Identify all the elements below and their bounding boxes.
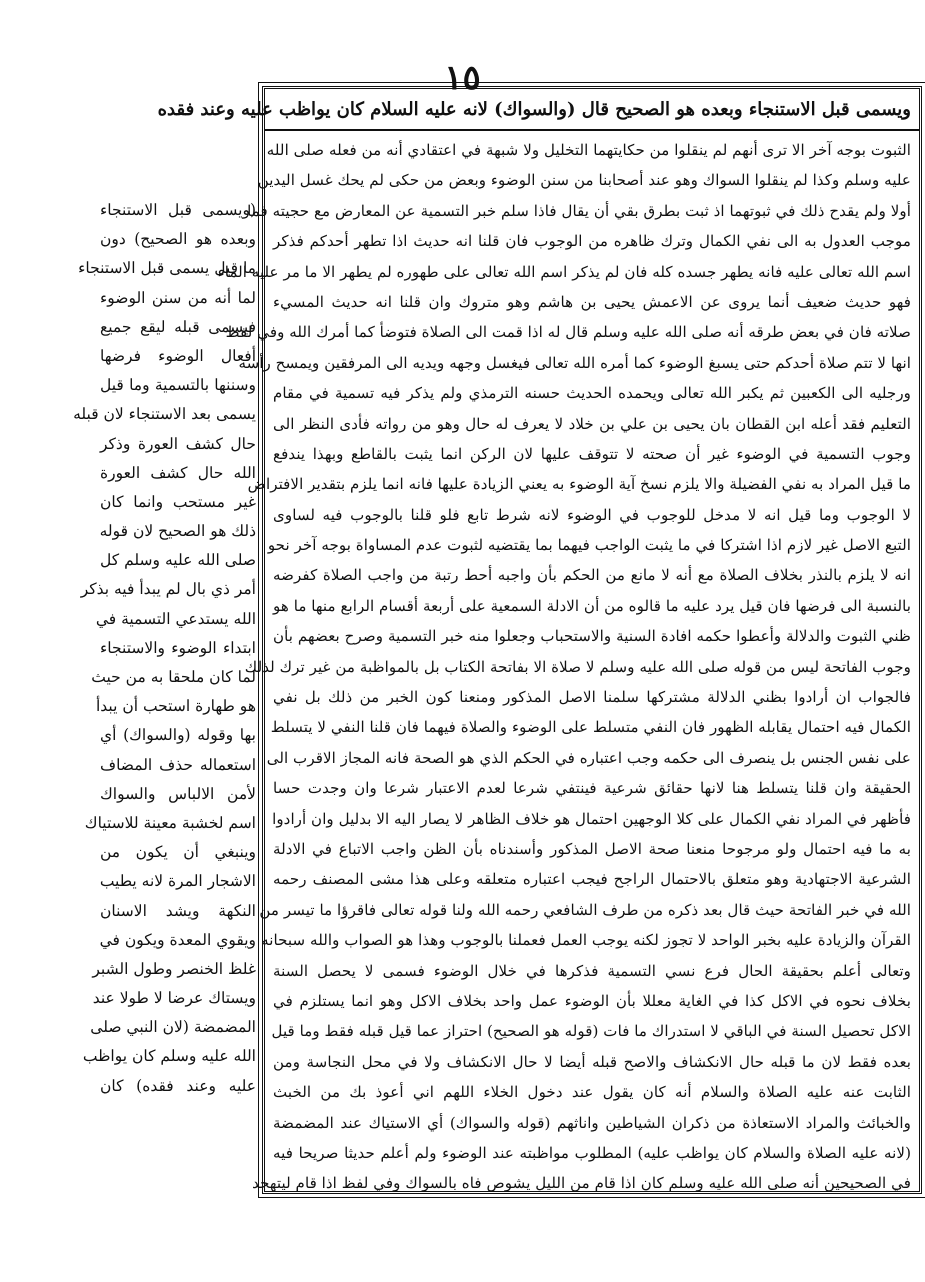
body-line: لا الوجوب وما قيل انه لا مدخل للوجوب في الوضوء لانه شرط تابع فلو قلنا بالوجوب فيه لساوى (273, 505, 911, 524)
main-commentary-body (217, 135, 911, 1193)
body-line: فهو حديث ضعيف أنما يروى عن الاعمش يحيى بن هاشم وهو متروك وان قلنا انه حديث المسيء (273, 292, 911, 311)
margin-line: ويستاك عرضا لا طولا عند (92, 989, 256, 1008)
margin-line: المضمضة (لان النبي صلى (90, 1018, 256, 1037)
body-line: بالنسبة الى فرضها فان قيل يرد عليه ما قالوه من أن الادلة السمعية على أربعة أقسام الرابع منها ما هو (273, 596, 911, 615)
margin-line: وينبغي أن يكون من (100, 843, 256, 862)
margin-line: ذلك هو الصحيح لان قوله (99, 522, 256, 541)
margin-line: اسم لخشبة معينة للاستياك (84, 813, 256, 832)
body-line: وتعالى أعلم بحقيقة الحال فرع نسي التسمية فذكرها في خلال الوضوء فسمى لا يحصل السنة (273, 961, 911, 980)
margin-line: غلظ الخنصر وطول الشبر (92, 959, 256, 978)
body-line: فأظهر في المراد نفي الكمال على كلا الوجهين احتمال هو خلاف الظاهر لا يصار اليه الا بدليل وان أرادوا (272, 809, 911, 828)
body-line: الثبوت بوجه آخر الا ترى أنهم لم ينقلوا من حكايتهما التخليل ولا شبهة في اعتقادي أنه من فعله صلى الله (266, 141, 911, 159)
margin-line: أفعال الوضوء فرضها (100, 346, 256, 365)
margin-line: ابتداء الوضوء والاستنجاء (100, 638, 256, 657)
margin-line: (ويسمى قبل الاستنجاء (100, 201, 256, 219)
margin-line: وسننها بالتسمية وما قيل (100, 376, 256, 395)
body-line: والخبائث والمراد الاستعاذة من ذكران الشياطين واناثهم (قوله والسواك) أي الاستياك عند المضمضة (273, 1113, 911, 1132)
body-line: ظني الثبوت والدلالة وأعطوا حكمه افادة السنية والاستحباب وجعلوا منه خبر التسمية وصرح بعضهم بأن (273, 627, 911, 646)
body-line: التبع الاصل غير لازم اذا اشتركا في ما يثبت الواجب فيهما بما يقتضيه لثبوت عدم المساواة بوجه آخر نحو (267, 536, 911, 555)
body-line: على نفس الجنس بل ينصرف الى حكمه وجب اعتباره في الحكم الذي هو الصحة فانه المجاز الاقرب الى (266, 748, 911, 767)
margin-line: لما أنه من سنن الوضوء (100, 288, 256, 307)
margin-line: الله عليه وسلم كان يواظب (82, 1047, 256, 1066)
margin-line: الاشجار المرة لانه يطيب (99, 872, 256, 891)
body-line: أولا ولم يقدح ذلك في ثبوتهما اذ ثبت بطرق بقي أن يقال فاذا سلم خبر التسمية عن المعارض مع حجيته فما (247, 201, 911, 220)
page-number: ١٥ (444, 58, 481, 98)
margin-line: ما قيل يسمى قبل الاستنجاء (78, 259, 256, 278)
body-line: في الصحيحين أنه صلى الله عليه وسلم كان اذا قام من الليل يشوص فاه بالسواك وفي لفظ اذا قام ليتهجد (252, 1174, 911, 1193)
margin-line: وبعده هو الصحيح) دون (100, 230, 256, 249)
body-line: الشرعية الاجتهادية وهو متعلق بالاحتمال الراجح فيجب اعتباره متعلقه وعلى هذا مشى المصنف رحمه (273, 870, 911, 889)
body-line: بعده فقط لان ما قبله حال الانكشاف والاصح قبله أيضا لا حال الانكشاف ولا في محل النجاسة ومن (273, 1052, 911, 1071)
body-line: اسم الله تعالى عليه فانه يطهر جسده كله فان لم يذكر اسم الله تعالى على طهوره لم يطهر الا ما مر عليه الماء (217, 262, 911, 281)
body-line: الله في خبر الفاتحة حيث قال بعد ذكره من طرف الشافعي رحمه الله ولنا قوله تعالى فاقرؤا ما تيسر من (259, 900, 911, 919)
margin-line: بها وقوله (والسواك) أي (100, 726, 256, 745)
margin-line: استعماله حذف المضاف (100, 755, 256, 774)
body-line: الحقيقة وان قلنا يتسلط هنا لانها حقائق شرعية فينتفي شرعا لعدم الاعتبار شرعا وان وجدت حسا (273, 779, 911, 798)
body-line: انها لا تتم صلاة أحدكم حتى يسبغ الوضوء كما أمره الله تعالى فيغسل وجهه ويديه الى المرفقين ويمسح رأسه (238, 353, 911, 372)
body-line: فالجواب ان أرادوا بظني الدلالة مشتركها سلمنا الاصل المذكور ومنعنا كون الخبر من ذلك بل نفي (273, 688, 911, 707)
body-line: وجوب الفاتحة ليس من قوله صلى الله عليه وسلم لا صلاة الا بفاتحة الكتاب بل بالمواظبة من غير ترك لذلك (244, 657, 911, 676)
margin-line: لما كان ملحقا به من حيث (91, 668, 256, 686)
margin-line: صلى الله عليه وسلم كل (100, 551, 256, 570)
body-line: الكمال فيه احتمال يقابله الظهور فان النفي متسلط على الوضوء والصلاة فيهما فان قلنا النفي لا يتسلط (270, 718, 911, 737)
body-line: ورجليه الى الكعبين ثم يكبر الله تعالى ويحمده الحديث حسنه الترمذي ولم يذكر فيه تسمية في مقام (273, 384, 911, 403)
body-line: ما قيل المراد به نفي الفضيلة والا يلزم نسخ آية الوضوء به يعني الزيادة عليها فانه انما يلزم بتقدير الافتراض (247, 475, 911, 494)
body-line: بخلاف نحوه في الاكل كذا في الغاية معللا بأن الوضوء عمل واحد بخلاف الاكل وهو انما يستلزم في (273, 991, 911, 1010)
margin-line: حال كشف العورة وذكر (100, 434, 256, 453)
body-line: انه لا يلزم بالنذر بخلاف الصلاة مع أنه لا مانع من الحكم بأن واجبه أحط رتبة من واجب الصلاة كفرضه (273, 566, 911, 585)
margin-line: فيسمى قبله ليقع جميع (100, 317, 256, 336)
body-line: الاكل تحصيل السنة في الباقي لا استدراك ما فات (قوله هو الصحيح) احتراز عما قيل قبله فقط وما قيل (271, 1022, 911, 1041)
margin-line: عليه وعند فقده) كان (100, 1076, 256, 1095)
margin-line: ويقوي المعدة ويكون في (99, 930, 256, 949)
margin-line: لأمن الالباس والسواك (100, 784, 256, 803)
margin-line: الله يستدعي التسمية في (95, 609, 256, 628)
margin-line: أمر ذي بال لم يبدأ فيه بذكر (80, 580, 256, 599)
margin-line: هو طهارة استحب أن يبدأ (95, 697, 256, 716)
body-line: موجب العدول به الى نفي الكمال وترك ظاهره من الوجوب فان قلنا انه حديث اذا تطهر أحدكم فذكر (273, 232, 911, 251)
margin-line: يسمى بعد الاستنجاء لان قبله (73, 405, 256, 424)
body-line: صلاته فان في بعض طرقه أنه صلى الله عليه وسلم قال له اذا قمت الى الصلاة فتوضأ كما أمرك الله وفي لفظ (225, 323, 911, 342)
margin-line: غير مستحب وانما كان (100, 492, 256, 511)
margin-line: الله حال كشف العورة (100, 463, 256, 482)
body-line: (لانه عليه الصلاة والسلام كان يواظب عليه) المطلوب مواظبته عند الوضوء ولم أعلم حديثا صريحا فيه (273, 1143, 911, 1162)
body-line: عليه وسلم وكذا لم ينقلوا السواك وهو عند أصحابنا من سنن الوضوء وبعض من حكى لم يحك غسل اليدين (257, 171, 911, 190)
body-line: الثابت عنه عليه الصلاة والسلام أنه كان يقول عند دخول الخلاء اللهم اني أعوذ بك من الخبث (273, 1083, 911, 1102)
body-line: القرآن والزيادة عليه بخبر الواحد لا تجوز لكنه يوجب العمل فعملنا بالوجوب وهذا هو الصواب والله سبحانه (261, 931, 911, 950)
header-line: ويسمى قبل الاستنجاء وبعده هو الصحيح قال (والسواك) لانه عليه السلام كان يواظب عليه وعند فقده (265, 89, 919, 131)
body-line: التعليم فقد أعله ابن القطان بان يحيى بن علي بن خلاد لا يعرف له حال وهو من رواته فأدى النظر الى (273, 414, 911, 433)
body-line: به ما فيه احتمال ولو مرجوحا منعنا صحة الاصل المذكور وأسندناه بأن الظن واجب الاتباع في الادلة (273, 839, 911, 858)
margin-line: النكهة ويشد الاسنان (100, 901, 256, 920)
body-line: وجوب التسمية في الوضوء غير أن صحته لا تتوقف عليها لان الركن انما يثبت بالقاطع وبهذا يندفع (273, 444, 911, 463)
